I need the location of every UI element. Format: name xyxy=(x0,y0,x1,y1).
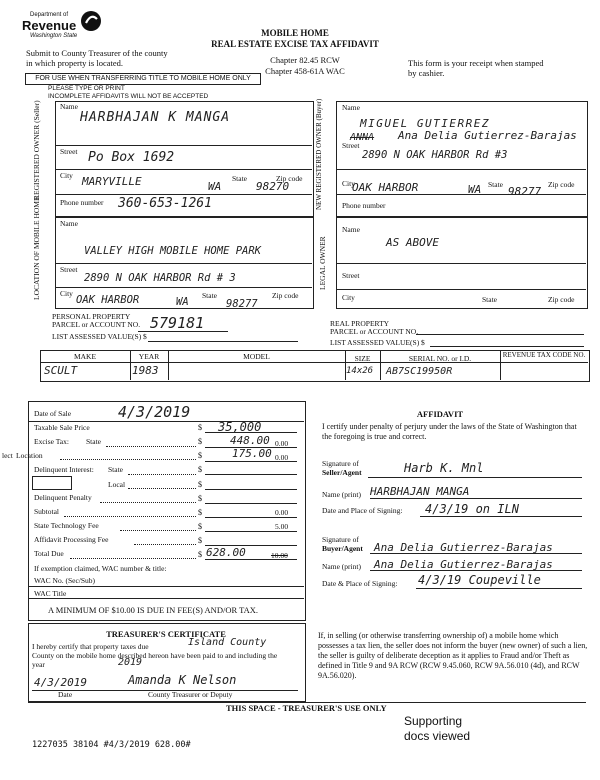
buyer-street[interactable]: 2890 N OAK HARBOR Rd #3 xyxy=(362,149,508,161)
taxable-price-label: Taxable Sale Price xyxy=(34,423,90,432)
seller-date-label: Date and Place of Signing: xyxy=(322,506,403,515)
seller-street[interactable]: Po Box 1692 xyxy=(88,150,175,165)
taxable-price[interactable]: 35,000 xyxy=(218,420,262,434)
date-of-sale[interactable]: 4/3/2019 xyxy=(118,403,191,421)
total-due-printed: 10.00 xyxy=(271,551,288,560)
supporting-docs-stamp xyxy=(404,714,470,744)
seller-date-place[interactable]: 4/3/19 on ILN xyxy=(425,502,519,516)
submit-instruction: Submit to County Treasurer of the county in which property is located. xyxy=(26,48,168,68)
header-tax-code: REVENUE TAX CODE NO. xyxy=(502,351,586,359)
seller-zip-label: Zip code xyxy=(276,174,303,183)
department-of-revenue-logo xyxy=(18,10,108,48)
list-assessed-label: LIST ASSESSED VALUE(S) $ xyxy=(52,332,147,341)
header-make: MAKE xyxy=(73,352,97,361)
delinquent-local-label: Local xyxy=(108,480,126,489)
form-title-2: REAL ESTATE EXCISE TAX AFFIDAVIT xyxy=(211,39,379,49)
logo-line-2: Revenue xyxy=(22,18,77,33)
legal-owner-name-label: Name xyxy=(342,225,360,234)
seller-signature[interactable]: Harb K. Mnl xyxy=(404,461,484,475)
delinquent-penalty-label: Delinquent Penalty xyxy=(34,493,92,502)
seller-sig-label-2: Seller/Agent xyxy=(322,468,362,477)
tech-fee-dollar: $ xyxy=(198,522,202,531)
buyer-name-label: Name xyxy=(342,103,360,112)
legal-owner-zip-label: Zip code xyxy=(548,295,575,304)
real-parcel-label-2: PARCEL or ACCOUNT NO. xyxy=(330,327,419,336)
buyer-sig-label-1: Signature of xyxy=(322,535,359,544)
seller-name[interactable]: HARBHAJAN K MANGA xyxy=(80,110,231,125)
buyer-signature[interactable]: Ana Delia Gutierrez-Barajas xyxy=(374,541,553,554)
personal-parcel-label-1: PERSONAL PROPERTY xyxy=(52,312,131,321)
location-city[interactable]: OAK HARBOR xyxy=(76,294,140,306)
seller-sig-label-1: Signature of xyxy=(322,459,359,468)
buyer-zip-label: Zip code xyxy=(548,180,575,189)
header-model: MODEL xyxy=(243,352,270,361)
cell-serial[interactable]: AB7SC19950R xyxy=(386,366,453,377)
seller-state-label: State xyxy=(232,174,247,183)
price-dollar: $ xyxy=(198,423,202,432)
location-city-label: City xyxy=(60,289,73,298)
seller-name-print-label: Name (print) xyxy=(322,490,361,499)
affidavit-fee-dollar: $ xyxy=(198,536,202,545)
total-due-label: Total Due xyxy=(34,549,64,558)
real-parcel-label-1: REAL PROPERTY xyxy=(330,319,390,328)
checkbox-local[interactable] xyxy=(32,476,72,490)
buyer-zip[interactable]: 98277 xyxy=(508,185,542,198)
treasurer-title: TREASURER'S CERTIFICATE xyxy=(106,629,226,639)
affidavit-fee-label: Affidavit Processing Fee xyxy=(34,535,109,544)
form-title-1: MOBILE HOME xyxy=(261,28,329,38)
print-note: PLEASE TYPE OR PRINT xyxy=(48,85,125,92)
stamp-line-2: docs viewed xyxy=(404,729,471,743)
legal-owner-name[interactable]: AS ABOVE xyxy=(386,236,439,249)
logo-line-3: Washington State xyxy=(30,33,78,39)
tech-fee-value: 5.00 xyxy=(275,522,289,531)
total-dollar: $ xyxy=(198,550,202,559)
total-due[interactable]: 628.00 xyxy=(206,546,246,559)
cell-year[interactable]: 1983 xyxy=(132,364,159,377)
receipt-note: This form is your receipt when stamped by cashier. xyxy=(408,58,544,78)
legal-owner-section-label: LEGAL OWNER xyxy=(318,236,327,290)
treasurer-text-2: County on the mobile home described hereon have been paid to and including the year xyxy=(32,651,278,669)
seller-city[interactable]: MARYVILLE xyxy=(82,175,142,188)
local-dollar: $ xyxy=(198,451,202,460)
real-list-assessed-label: LIST ASSESSED VALUE(S) $ xyxy=(330,338,425,347)
seller-name-label: Name xyxy=(60,102,78,111)
incomplete-note: INCOMPLETE AFFIDAVITS WILL NOT BE ACCEPTED xyxy=(48,93,209,100)
buyer-state-label: State xyxy=(488,180,503,189)
affidavit-text: I certify under penalty of perjury under the laws of the State of Washington that the foregoing is true and correct. xyxy=(322,422,577,441)
chapter-rcw: Chapter 82.45 RCW xyxy=(270,55,340,65)
location-zip[interactable]: 98277 xyxy=(226,298,258,310)
seller-section-label: REGISTERED OWNER (Seller) xyxy=(32,100,41,200)
treasurer-use-only: THIS SPACE - TREASURER'S USE ONLY xyxy=(226,703,387,713)
treasurer-date-label: Date xyxy=(58,690,73,699)
treasurer-sig-label: County Treasurer or Deputy xyxy=(148,690,233,699)
location-street[interactable]: 2890 N OAK HARBOR Rd # 3 xyxy=(84,272,236,284)
seller-city-label: City xyxy=(60,171,73,180)
buyer-street-struck[interactable]: ANNA xyxy=(350,132,375,143)
buyer-state[interactable]: WA xyxy=(468,183,482,196)
header-year: YEAR xyxy=(138,352,160,361)
affidavit-title: AFFIDAVIT xyxy=(416,409,464,419)
transfer-banner: FOR USE WHEN TRANSFERRING TITLE TO MOBILE HOME ONLY xyxy=(25,73,261,85)
location-name[interactable]: VALLEY HIGH MOBILE HOME PARK xyxy=(84,245,262,257)
legal-owner-state-label: State xyxy=(482,295,497,304)
cashier-receipt-line: 1227035 38104 #4/3/2019 628.00# xyxy=(32,740,191,750)
wac-title-label: WAC Title xyxy=(34,589,67,598)
revenue-swirl-icon xyxy=(80,10,102,32)
legal-owner-city-label: City xyxy=(342,293,355,302)
seller-name-print[interactable]: HARBHAJAN MANGA xyxy=(370,485,470,498)
subtotal-value: 0.00 xyxy=(275,508,289,517)
state-dollar: $ xyxy=(198,437,202,446)
seller-state[interactable]: WA xyxy=(208,180,222,193)
personal-parcel-label-2: PARCEL or ACCOUNT NO. xyxy=(52,320,141,329)
penalty-dollar: $ xyxy=(198,494,202,503)
buyer-date-label: Date & Place of Signing: xyxy=(322,579,398,588)
tech-fee-label: State Technology Fee xyxy=(34,521,99,530)
minimum-note: A MINIMUM OF $10.00 IS DUE IN FEE(S) AND/OR TAX. xyxy=(48,605,259,615)
state-excise-printed: 0.00 xyxy=(275,439,289,448)
buyer-street-label: Street xyxy=(342,141,360,150)
buyer-name-print-label: Name (print) xyxy=(322,562,361,571)
exempt-label: If exemption claimed, WAC number & title: xyxy=(34,564,167,573)
wac-no-label: WAC No. (Sec/Sub) xyxy=(34,576,96,585)
local-excise-tax[interactable]: 175.00 xyxy=(232,447,272,460)
buyer-city[interactable]: OAK HARBOR xyxy=(352,181,419,194)
cell-size[interactable]: 14x26 xyxy=(346,366,374,376)
seller-phone-label: Phone number xyxy=(60,198,104,207)
left-margin-text: lect xyxy=(2,451,13,460)
treasurer-date[interactable]: 4/3/2019 xyxy=(34,676,87,689)
local-label: Location xyxy=(16,451,43,460)
treasurer-signature[interactable]: Amanda K Nelson xyxy=(128,673,237,687)
buyer-sig-label-2: Buyer/Agent xyxy=(322,544,363,553)
buyer-phone-label: Phone number xyxy=(342,201,386,210)
seller-zip[interactable]: 98270 xyxy=(256,180,290,193)
delinq-state-dollar: $ xyxy=(198,465,202,474)
seller-phone[interactable]: 360-653-1261 xyxy=(118,196,212,211)
logo-line-1: Department of xyxy=(30,12,69,18)
delinq-local-dollar: $ xyxy=(198,480,202,489)
excise-state-label: State xyxy=(86,437,101,446)
local-excise-printed: 0.00 xyxy=(275,453,289,462)
excise-tax-label: Excise Tax: xyxy=(34,437,69,446)
treasurer-county[interactable]: Island County xyxy=(188,637,267,648)
buyer-name-print[interactable]: Ana Delia Gutierrez-Barajas xyxy=(374,558,553,571)
buyer-city-label: City xyxy=(342,179,355,188)
header-size: SIZE xyxy=(354,354,371,363)
buyer-section-label: NEW REGISTERED OWNER (Buyer) xyxy=(315,98,323,210)
location-state[interactable]: WA xyxy=(176,296,189,308)
fraud-warning: If, in selling (or otherwise transferring ownership of) a mobile home which possesses a tax lien, the seller does not inform the buyer (new owner) of such a lien, the seller is guilty of deliberate deception as it applies to Fraud and/or Theft as defined in Title 9 and 9A RCW (RCW 9.45.060, RCW 9A.56.010 (4d), and RCW 9A.56.020). xyxy=(318,631,588,680)
location-state-label: State xyxy=(202,291,217,300)
buyer-date-place[interactable]: 4/3/19 Coupeville xyxy=(418,573,541,587)
date-of-sale-label: Date of Sale xyxy=(34,409,72,418)
subtotal-dollar: $ xyxy=(198,508,202,517)
delinquent-state-label: State xyxy=(108,465,123,474)
stamp-line-1: Supporting xyxy=(404,714,463,728)
seller-street-label: Street xyxy=(60,147,78,156)
location-street-label: Street xyxy=(60,265,78,274)
cell-make[interactable]: SCULT xyxy=(44,364,78,377)
location-name-label: Name xyxy=(60,219,78,228)
buyer-name[interactable]: Ana Delia Gutierrez-Barajas xyxy=(398,129,577,142)
location-section-label: LOCATION OF MOBILE HOME xyxy=(32,196,41,300)
treasurer-text-1: I hereby certify that property taxes due xyxy=(32,642,149,651)
location-zip-label: Zip code xyxy=(272,291,299,300)
header-serial: SERIAL NO. or I.D. xyxy=(408,354,472,363)
subtotal-label: Subtotal xyxy=(34,507,60,516)
delinquent-interest-label: Delinquent Interest: xyxy=(34,465,94,474)
buyer-name-struck[interactable]: MIGUEL GUTIERREZ xyxy=(360,117,490,130)
state-excise-tax[interactable]: 448.00 xyxy=(230,434,270,447)
legal-owner-street-label: Street xyxy=(342,271,360,280)
personal-parcel-value[interactable]: 579181 xyxy=(150,314,205,332)
chapter-wac: Chapter 458-61A WAC xyxy=(265,66,345,76)
treasurer-year[interactable]: 2019 xyxy=(118,657,143,668)
